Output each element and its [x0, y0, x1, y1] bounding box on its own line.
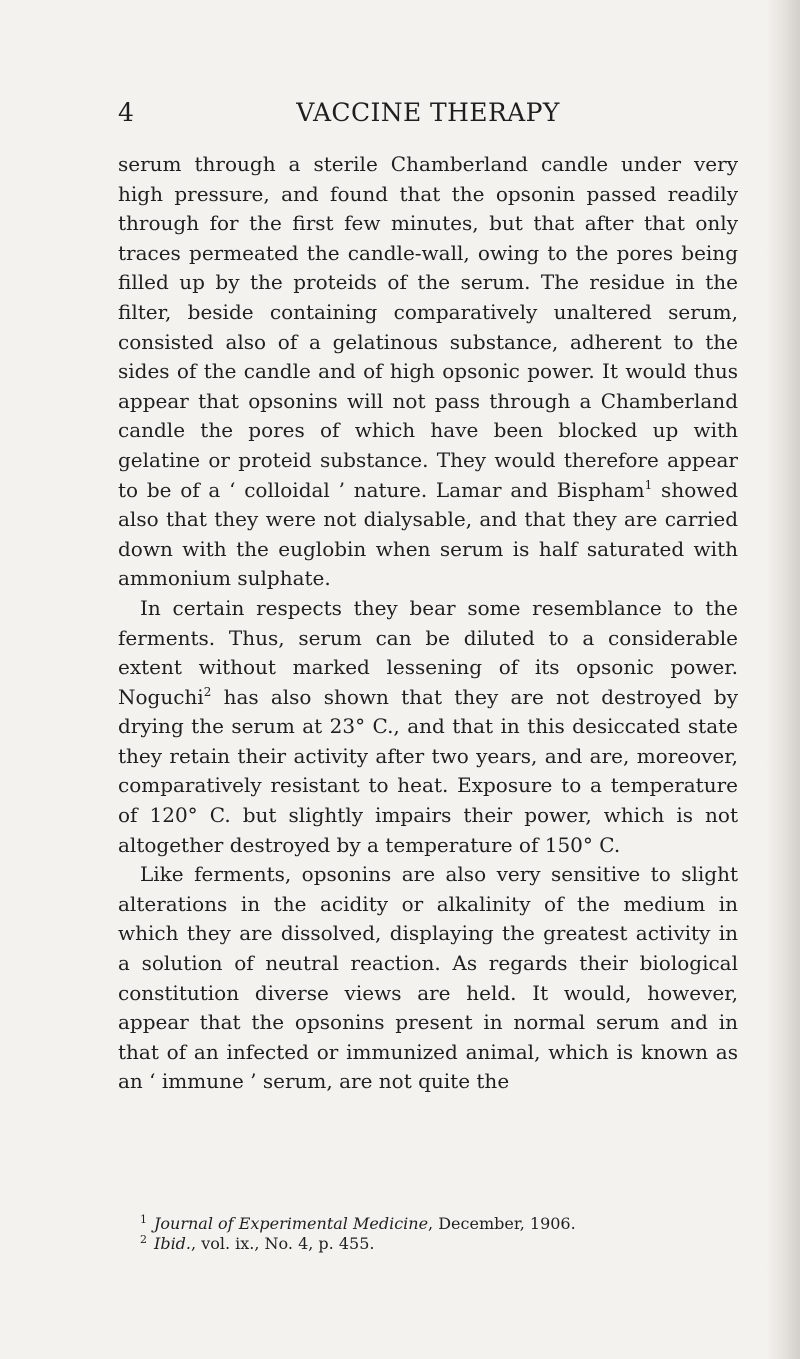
- paragraph-1-text-b: showed also that they were not dialysable, and that they are carried down with the euglobin when serum is half saturated with ammonium sulphate.: [118, 477, 738, 591]
- footnote-2: [140, 1234, 740, 1254]
- body-text: [118, 150, 738, 1097]
- footnote-ref-2: 2: [203, 684, 212, 699]
- footnote-1-rest: , December, 1906.: [428, 1214, 576, 1233]
- paragraph-1: [118, 150, 738, 594]
- footnote-1-journal: Journal of Experimental Medicine: [154, 1214, 429, 1233]
- footnote-2-journal: Ibid.: [154, 1234, 192, 1253]
- paragraph-1-text-a: serum through a sterile Chamberland candle under very high pressure, and found that the opsonin passed readily through for the first few minutes, but that after that only traces permeated the candle-wall, owing to the pores being filled up by the proteids of the serum. The residue in the filter, beside containing comparatively unaltered serum, consisted also of a gelatinous substance, adherent to the sides of the candle and of high opsonic power. It would thus appear that opsonins will not pass through a Chamberland candle the pores of which have been blocked up with gelatine or proteid substance. They would therefore appear to be of a ‘ colloidal ’ nature. Lamar and Bispham: [118, 152, 738, 502]
- page-number: 4: [118, 98, 134, 127]
- footnote-ref-1: 1: [644, 477, 653, 492]
- page-edge-shadow: [766, 0, 800, 1359]
- paragraph-3: [118, 860, 738, 1097]
- footnote-1: [140, 1214, 740, 1234]
- paragraph-2: [118, 594, 738, 860]
- paragraph-2-text-a: In certain respects they bear some resemblance to the ferments. Thus, serum can be diluted to a considerable extent without marked lessening of its opsonic power. Noguchi: [118, 595, 738, 709]
- footnote-1-mark: 1: [140, 1213, 147, 1226]
- footnote-2-rest: , vol. ix., No. 4, p. 455.: [191, 1234, 375, 1253]
- footnotes: [140, 1214, 740, 1254]
- paragraph-3-text: Like ferments, opsonins are also very sensitive to slight alterations in the acidity or alkalinity of the medium in which they are dissolved, displaying the greatest activity in a solution of neutral reaction. As regards their biological constitution diverse views are held. It would, however, appear that the opsonins present in normal serum and in that of an infected or immunized animal, which is known as an ‘ immune ’ serum, are not quite the: [118, 862, 738, 1094]
- footnote-2-mark: 2: [140, 1233, 147, 1246]
- paragraph-2-text-b: has also shown that they are not destroyed by drying the serum at 23° C., and that in this desiccated state they retain their activity after two years, and are, moreover, comparatively resistant to heat. Exposure to a temperature of 120° C. but slightly impairs their power, which is not altogether destroyed by a temperature of 150° C.: [118, 684, 738, 857]
- running-title: VACCINE THERAPY: [296, 98, 560, 127]
- running-head: [118, 96, 738, 130]
